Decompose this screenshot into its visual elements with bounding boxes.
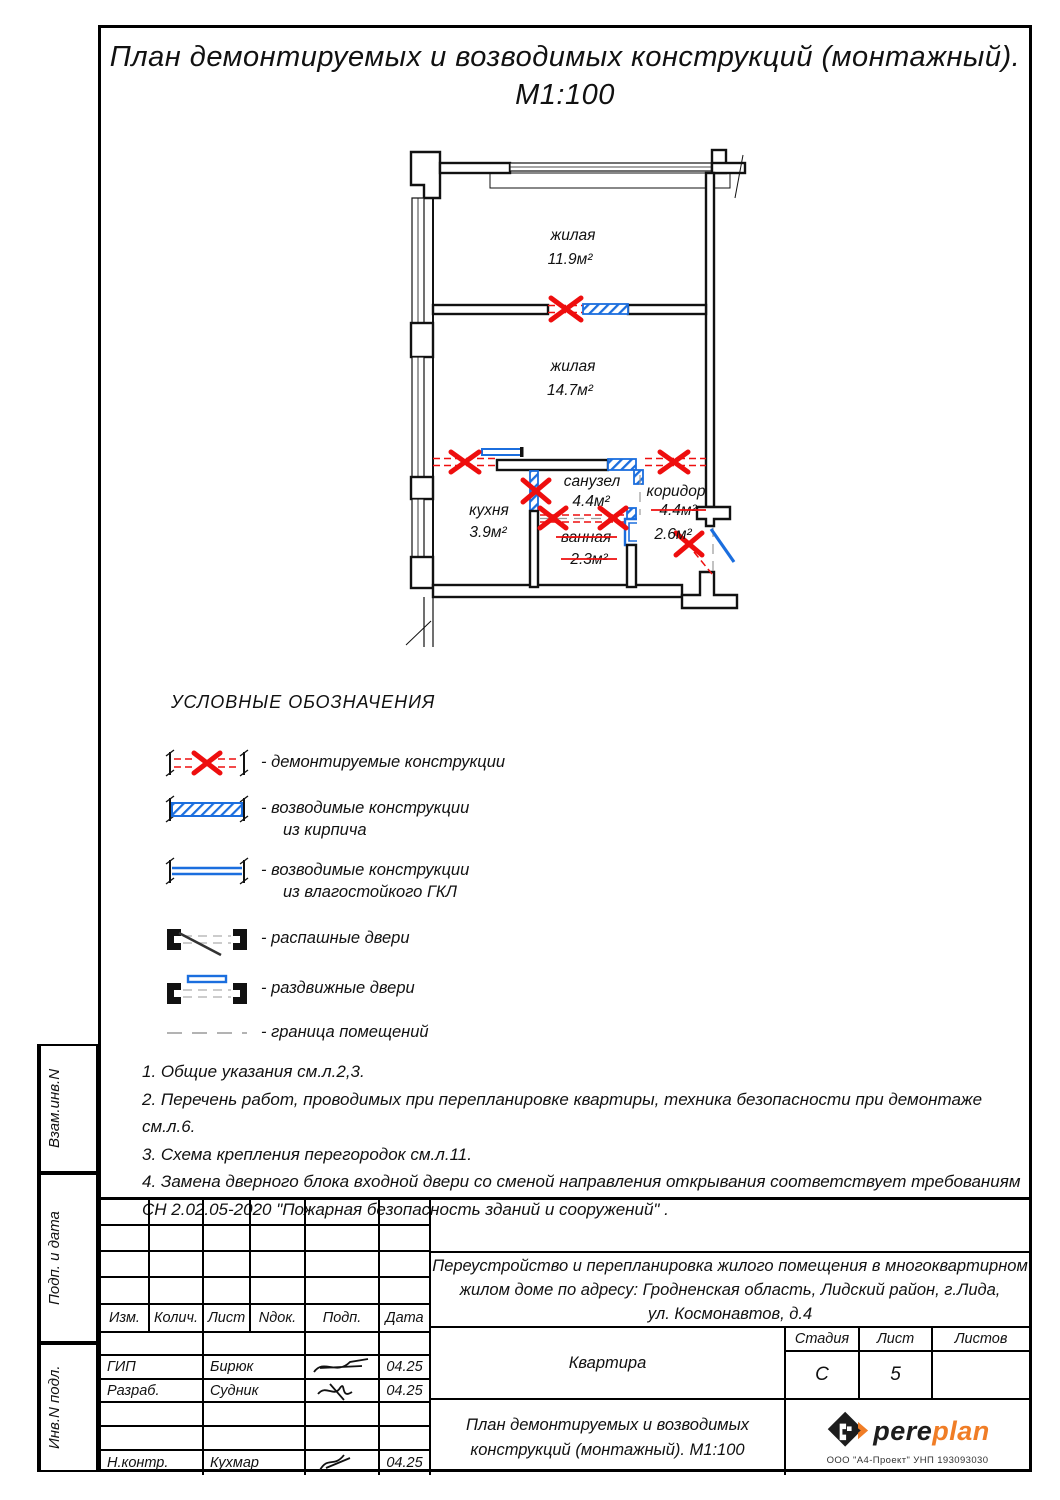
door-jamb [233, 929, 247, 950]
demolition-x-mark [551, 298, 581, 320]
wall-right [706, 173, 714, 507]
room-area: 11.9м² [547, 251, 593, 268]
sheet-label: Лист [860, 1328, 933, 1352]
sheet-title [98, 38, 1032, 114]
sliding-door-symbol-icon [163, 973, 251, 1007]
swing-door-symbol-icon [163, 923, 251, 959]
project-line3: ул. Космонавтов, д.4 [647, 1304, 813, 1323]
stamp-box-label: Инв.N подл. [39, 1345, 68, 1470]
legend-label: - граница помещений [261, 1023, 429, 1041]
legend-item-sliding-door [163, 973, 603, 1007]
revision-cell [380, 1278, 431, 1305]
gkl-wall-end-cap [520, 447, 524, 457]
sheets-label: Листов [933, 1328, 1029, 1352]
room-area: 14.7м² [547, 382, 593, 399]
staff-date: 04.25 [380, 1380, 431, 1403]
title-block [98, 1197, 1032, 1472]
note-line: СН 2.02.05-2020 "Пожарная безопасность зданий и сооружений" . [142, 1199, 669, 1219]
sheet-value: 5 [860, 1352, 933, 1400]
staff-signature-cell [306, 1427, 380, 1451]
signature [310, 1356, 374, 1378]
new-door-swing-line [711, 529, 734, 562]
logo-text-black: pere [873, 1415, 933, 1446]
stamp-box-podp-data [37, 1173, 98, 1343]
revision-cell [380, 1226, 431, 1252]
col-header-kolich: Колич. [150, 1305, 204, 1333]
staff-date [380, 1427, 431, 1451]
revision-cell [306, 1226, 380, 1252]
gkl-wall-symbol-icon [163, 855, 251, 887]
new-gkl-wall-segment [482, 449, 522, 455]
revision-cell [204, 1278, 251, 1305]
doc-title-cell [431, 1400, 786, 1475]
sliding-door-pocket-inner [629, 523, 637, 541]
legend-item-swing-door [163, 923, 603, 959]
org-info: ООО "А4-Проект" УНП 193093030 [826, 1455, 989, 1466]
new-brick-wall-corner [634, 470, 643, 484]
wall-block-bottom-left [411, 557, 433, 588]
staff-signature-cell [306, 1403, 380, 1427]
project-description [431, 1253, 1029, 1328]
revision-cell [251, 1278, 306, 1305]
legend-label: - возводимые конструкции [261, 861, 470, 879]
pereplan-logo-icon [825, 1409, 869, 1453]
door-jamb [167, 983, 181, 1004]
staff-signature-cell [306, 1333, 380, 1356]
new-brick-wall-small [627, 508, 636, 519]
revision-cell [306, 1278, 380, 1305]
staff-date: 04.25 [380, 1451, 431, 1475]
room-area: 4.4м² [572, 493, 610, 510]
new-brick-wall-segment [608, 459, 636, 470]
revision-cell [101, 1200, 150, 1226]
revision-cell [204, 1226, 251, 1252]
legend [163, 692, 603, 1059]
staff-role: ГИП [101, 1356, 204, 1380]
break-mark-bottom-left [406, 621, 431, 645]
revision-cell [251, 1226, 306, 1252]
staff-signature-cell [306, 1451, 380, 1475]
new-brick-wall-segment [583, 304, 628, 314]
stage-label: Стадия [786, 1328, 860, 1352]
revision-cell [101, 1278, 150, 1305]
doc-title-line1: План демонтируемых и возводимых [466, 1415, 749, 1434]
room-label: кухня [469, 502, 509, 519]
logo-text-orange: plan [932, 1415, 990, 1446]
balcony-sill [490, 173, 730, 188]
wall-between-living-rooms-right [628, 305, 706, 314]
legend-item-boundary [163, 1021, 603, 1045]
room-area-struck: 4.4м² [659, 502, 697, 519]
project-line1: Переустройство и перепланировка жилого помещения в многоквартирном [432, 1256, 1028, 1275]
floor-plan [400, 145, 760, 675]
staff-name: Бирюк [204, 1356, 306, 1380]
room-area: 3.9м² [469, 524, 507, 541]
demolition-x-mark [451, 452, 479, 472]
staff-date [380, 1333, 431, 1356]
staff-role [101, 1403, 204, 1427]
signature [310, 1452, 374, 1474]
revision-cell [150, 1200, 204, 1226]
revision-cell [150, 1226, 204, 1252]
revision-cell [101, 1226, 150, 1252]
revision-cell [251, 1200, 306, 1226]
room-boundary-symbol-icon [163, 1021, 251, 1045]
col-header-ndok: Nдок. [251, 1305, 306, 1333]
sheet-title-line2: М1:100 [515, 79, 615, 111]
legend-item-brick [163, 793, 603, 841]
note-line: 4. Замена дверного блока входной двери со сменой направления открывания соответствует требованиям [142, 1172, 1021, 1191]
revision-cell [380, 1252, 431, 1278]
col-header-podp: Подп. [306, 1305, 380, 1333]
revision-cell [251, 1252, 306, 1278]
stamp-box-label: Подп. и дата [39, 1175, 68, 1341]
wall-wc-top [497, 460, 608, 470]
staff-date [380, 1403, 431, 1427]
legend-label: - раздвижные двери [261, 979, 415, 997]
legend-label: - распашные двери [261, 929, 410, 947]
revision-cell [306, 1200, 380, 1226]
legend-item-gkl [163, 855, 603, 903]
company-logo-cell [786, 1400, 1029, 1475]
revision-cell [306, 1252, 380, 1278]
wall-between-living-rooms-left [433, 305, 548, 314]
revision-cell [204, 1200, 251, 1226]
brick-wall-symbol-icon [163, 793, 251, 825]
door-jamb [167, 929, 181, 950]
staff-name [204, 1403, 306, 1427]
demolition-symbol-icon [163, 747, 251, 779]
pilaster-left-1 [411, 323, 433, 357]
room-area-struck: 2.3м² [570, 551, 608, 568]
demolition-x-mark [600, 508, 626, 528]
stamp-box-inv-podl [37, 1343, 98, 1472]
legend-title: УСЛОВНЫЕ ОБОЗНАЧЕНИЯ [171, 692, 436, 712]
wall-corner-top-left [411, 152, 440, 198]
col-header-data: Дата [380, 1305, 431, 1333]
company-logo [825, 1409, 990, 1453]
wall-bottom [433, 585, 682, 597]
room-area: 2.6м² [654, 526, 692, 543]
signature [310, 1380, 374, 1402]
wall-top-left-segment [440, 163, 510, 173]
room-label: жилая [550, 227, 596, 244]
staff-name: Судник [204, 1380, 306, 1403]
room-label-struck: ванная [560, 529, 612, 546]
staff-role [101, 1333, 204, 1356]
note-line: 2. Перечень работ, проводимых при перепланировке квартиры, техника безопасности при демонтаже см.л.6. [142, 1089, 983, 1136]
note-line: 3. Схема крепления перегородок см.л.11. [142, 1144, 472, 1164]
wall-entry-stub-bottom [682, 572, 737, 608]
sheets-value [933, 1352, 1029, 1400]
doc-code-cell [431, 1200, 1029, 1253]
logo-text [873, 1416, 990, 1447]
note-line: 1. Общие указания см.л.2,3. [142, 1062, 365, 1081]
staff-name [204, 1427, 306, 1451]
pilaster-left-2 [411, 477, 433, 499]
staff-name: Кухмар [204, 1451, 306, 1475]
wall-kitchen-right [530, 511, 538, 587]
object-name-cell: Квартира [431, 1328, 786, 1400]
staff-role [101, 1427, 204, 1451]
legend-label-line2: из влагостойкого ГКЛ [283, 883, 457, 901]
doc-title-line2: конструкций (монтажный). М1:100 [470, 1440, 745, 1459]
break-mark-top-right [735, 155, 743, 198]
stamp-box-label: Взам.инв.N [39, 1046, 68, 1171]
staff-signature-cell [306, 1356, 380, 1380]
room-label: жилая [550, 358, 596, 375]
staff-name [204, 1333, 306, 1356]
staff-role: Н.контр. [101, 1451, 204, 1475]
door-jamb [233, 983, 247, 1004]
col-header-list: Лист [204, 1305, 251, 1333]
staff-role: Разраб. [101, 1380, 204, 1403]
revision-cell [380, 1200, 431, 1226]
stage-value: С [786, 1352, 860, 1400]
col-header-izm: Изм. [101, 1305, 150, 1333]
legend-label: - возводимые конструкции [261, 799, 470, 817]
legend-item-demolished [163, 747, 603, 779]
legend-label-line2: из кирпича [283, 821, 367, 839]
revision-cell [204, 1252, 251, 1278]
room-label: коридор [646, 483, 706, 500]
staff-signature-cell [306, 1380, 380, 1403]
revision-cell [150, 1278, 204, 1305]
sheet-title-line1: План демонтируемых и возводимых конструкций (монтажный). [109, 41, 1021, 73]
demolition-x-mark [660, 452, 688, 472]
revision-cell [150, 1252, 204, 1278]
wall-bath-corridor [627, 545, 636, 587]
room-label: санузел [563, 473, 621, 490]
project-line2: жилом доме по адресу: Гродненская область, Лидский район, г.Лида, [459, 1280, 1001, 1299]
revision-cell [101, 1252, 150, 1278]
staff-date: 04.25 [380, 1356, 431, 1380]
stamp-box-vzam-inv [37, 1044, 98, 1173]
legend-label: - демонтируемые конструкции [261, 753, 506, 771]
